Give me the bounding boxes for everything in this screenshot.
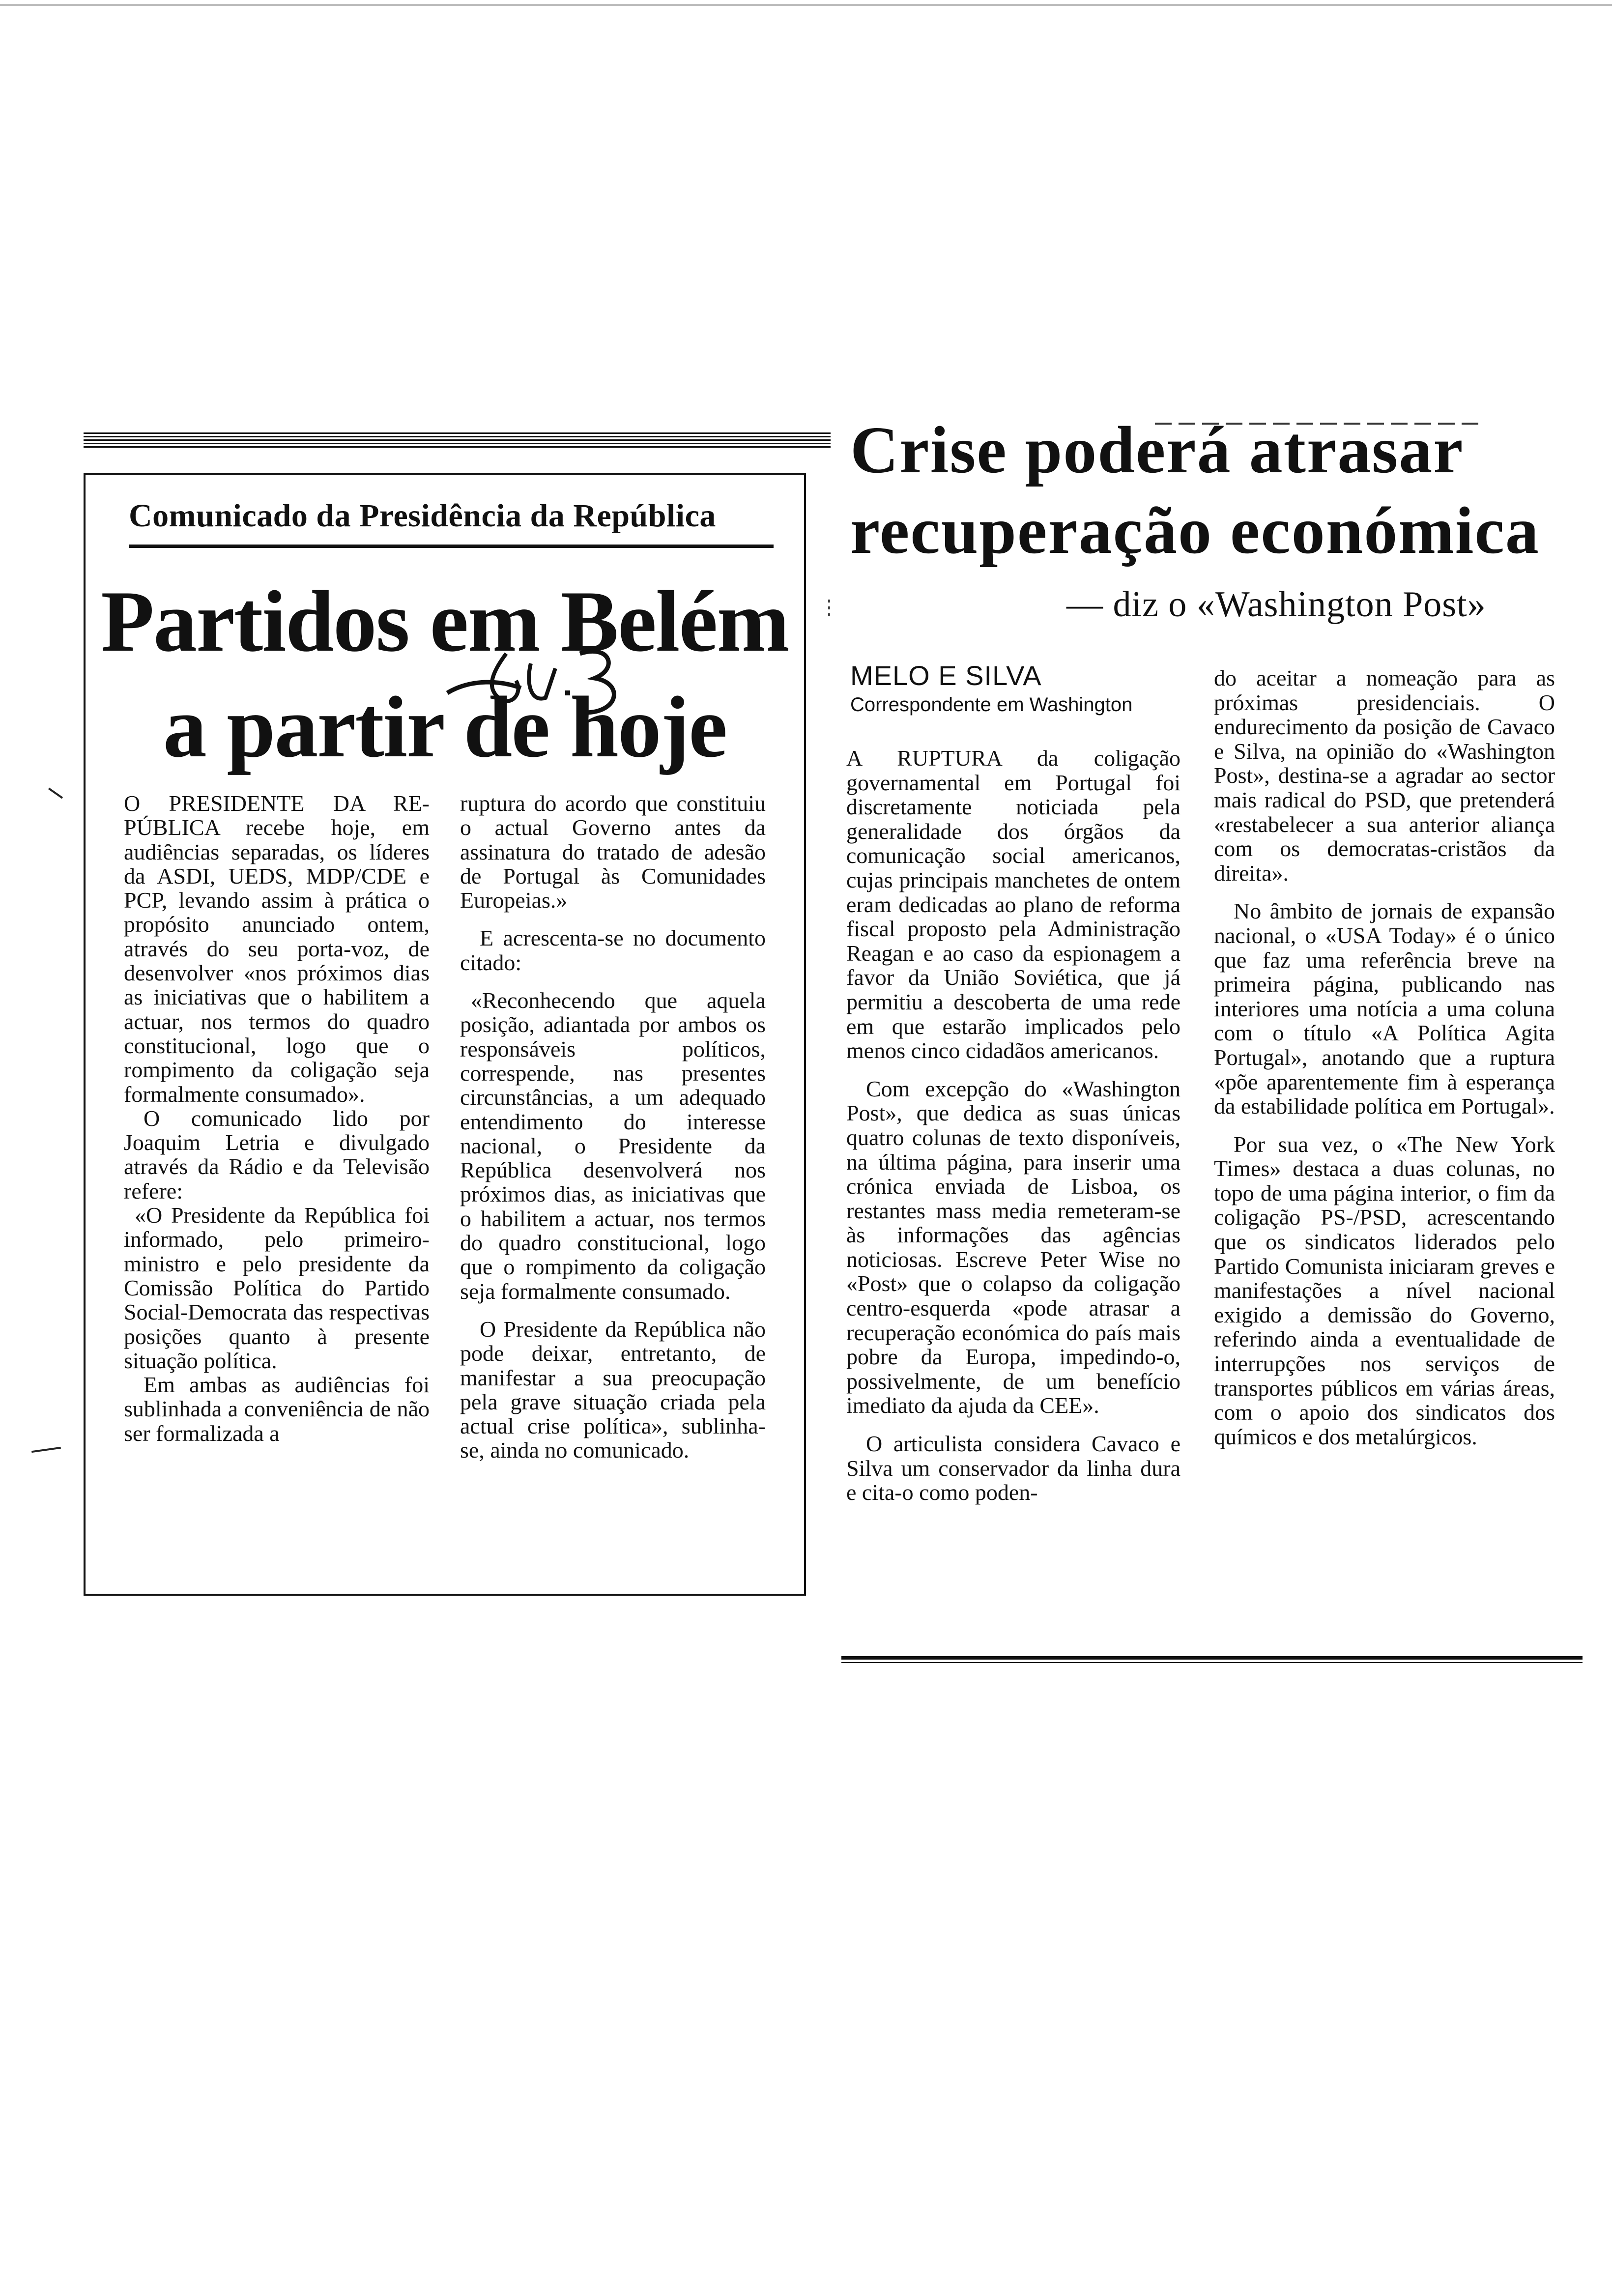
paragraph: ruptura do acordo que constituiu o actual Governo antes da assinatura do tratado de adesão de Portugal às Comunidades Europeias.» <box>460 791 766 913</box>
article-bottom-rule <box>841 1656 1583 1660</box>
paragraph: No âmbito de jornais de expansão nacional, o «USA Today» é o único que faz uma referência breve na primeira página, publicando nas interiores uma notícia a uma coluna com o título «A Política Agita Portugal», anotando que a ruptura «põe aparentemente fim à esperança da estabilidade política em Portugal». <box>1214 898 1555 1119</box>
paragraph: O comunicado lido por Joaquim Letria e divulgado através da Rádio e da Televisão refere: <box>124 1105 430 1204</box>
left-article-column-1 <box>124 791 430 1445</box>
paragraph: O articulista considera Cavaco e Silva um conservador da linha dura e cita-o como poden- <box>846 1431 1180 1505</box>
paragraph: Em ambas as audiências foi sublinhada a conveniência de não ser formalizada a <box>124 1372 430 1446</box>
headline-line-2: a partir de hoje <box>163 678 727 775</box>
paragraph: «Reconhecendo que aquela posição, adiantada por ambos os responsáveis políticos, correspende, nas presentes circunstâncias, a um adequado entendimento do interesse nacional, o Presidente da República desenvolverá nos próximos dias, as iniciativas que o habilitem a actuar, nos termos do quadro constitucional, logo que o rompimento da coligação seja formalmente consumado. <box>460 988 766 1304</box>
right-article-column-1 <box>846 746 1180 1505</box>
left-article-column-2 <box>460 791 766 1463</box>
byline: MELO E SILVA <box>850 660 1042 691</box>
paragraph: «O Presidente da República foi informado, pelo primeiro-ministro e pelo presidente da Comissão Política do Partido Social-Democrata das respectivas posições quanto à presente situação política. <box>124 1203 430 1373</box>
handwritten-annotation <box>432 634 639 762</box>
paragraph: E acrescenta-se no documento citado: <box>460 925 766 975</box>
paragraph: O PRESIDENTE DA RE-PÚBLICA recebe hoje, em audiências separadas, os líderes da ASDI, UEDS, MDP/CDE e PCP, levando assim à prática o propósito anunciado ontem, através do seu porta-voz, de desenvolver «nos próximos dias as iniciativas que o habilitem a actuar, nos termos do quadro constitucional, logo que o rompimento da coligação seja formalmente consumado». <box>124 791 430 1107</box>
column-separator <box>828 600 830 619</box>
kicker-underline <box>129 545 774 548</box>
paragraph: A RUPTURA da coligação governamental em Portugal foi discretamente noticiada pela generalidade dos órgãos da comunicação social americanos, cujas principais manchetes de ontem eram dedicadas ao plano de reforma fiscal proposto pela Administração Reagan e ao caso da espionagem a favor da União Soviética, que já permitiu a descoberta de uma rede em que estarão implicados pelo menos cinco cidadãos americanos. <box>846 746 1180 1063</box>
paragraph: Por sua vez, o «The New York Times» destaca a duas colunas, no topo de uma página interior, o fim da coligação PS-/PSD, acrescentando que os sindicatos liderados pelo Partido Comunista iniciaram greves e manifestações a nível nacional exigido a demissão do Governo, referindo ainda a eventualidade de interrupções nos serviços de transportes públicos em várias áreas, com o apoio dos sindicatos dos químicos e dos metalúrgicos. <box>1214 1131 1555 1449</box>
article-kicker: Comunicado da Presidência da República <box>129 498 716 534</box>
headline-line-2: recuperação económica <box>850 494 1540 568</box>
article-bottom-rule <box>841 1662 1583 1663</box>
paragraph: do aceitar a nomeação para as próximas presidenciais. O endurecimento da posição de Cavaco e Silva, na opinião do «Washington Post», destina-se a agradar ao sector mais radical do PSD, que pretenderá «restabelecer a sua anterior aliança com os democratas-cristãos da direita». <box>1214 665 1555 886</box>
paragraph: O Presidente da República não pode deixar, entretanto, de manifestar a sua preocupação pela grave situação criada pela actual crise política», sublinha-se, ainda no comunicado. <box>460 1316 766 1463</box>
headline-line-1: Partidos em Belém <box>101 573 789 670</box>
scan-edge-line <box>0 4 1612 6</box>
article-top-rule <box>84 432 831 449</box>
subheadline: — diz o «Washington Post» <box>1066 584 1486 625</box>
right-article-column-2 <box>1214 666 1555 1449</box>
margin-mark <box>48 788 63 799</box>
paragraph: Com excepção do «Washington Post», que dedica as suas únicas quatro colunas de texto disponíveis, na última página, para inserir uma crónica enviada de Lisboa, os restantes mass media remeteram-se às informações das agências noticiosas. Escreve Peter Wise no «Post» que o colapso da coligação centro-esquerda «pode atrasar a recuperação económica do país mais pobre da Europa, impedindo-o, possivelmente, de um benefício imediato da ajuda da CEE». <box>846 1076 1180 1418</box>
margin-mark <box>31 1447 61 1453</box>
byline-role: Correspondente em Washington <box>850 694 1133 716</box>
headline-line-1: Crise poderá atrasar <box>850 413 1464 487</box>
